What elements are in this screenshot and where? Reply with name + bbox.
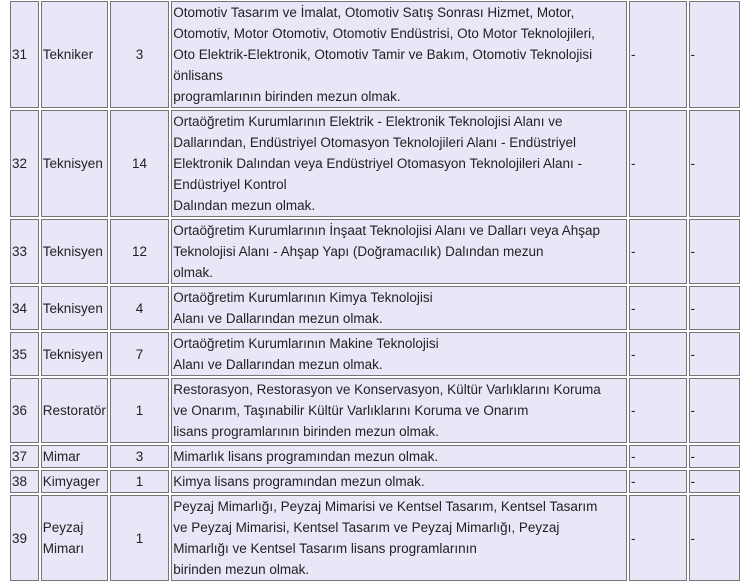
extra-column-cell: - — [689, 110, 740, 217]
extra-column-cell: - — [629, 332, 687, 376]
position-count-cell: 1 — [110, 378, 170, 443]
requirements-line: Ortaöğretim Kurumlarının İnşaat Teknolojisi Alanı ve Dalları veya Ahşap — [173, 223, 601, 238]
requirements-line: Oto Elektrik-Elektronik, Otomotiv Tamir ve Bakım, Otomotiv Teknolojisi — [173, 47, 593, 62]
position-title-cell — [41, 219, 108, 284]
table-row — [10, 219, 740, 284]
requirements-line: Peyzaj Mimarlığı, Peyzaj Mimarisi ve Kentsel Tasarım, Kentsel Tasarım — [173, 499, 598, 514]
position-count-cell: 3 — [110, 1, 170, 108]
requirements-line: Elektronik Dalından veya Endüstriyel Otomasyon Teknolojileri Alanı - — [173, 156, 583, 171]
requirements-line: olmak. — [173, 265, 214, 280]
extra-column-cell: - — [689, 470, 740, 493]
extra-column-cell: - — [629, 110, 687, 217]
position-title-line: Teknisyen — [42, 244, 103, 259]
extra-column-cell: - — [629, 495, 687, 581]
position-title-cell — [41, 110, 108, 217]
requirements-cell — [171, 1, 627, 108]
extra-column-cell: - — [689, 1, 740, 108]
requirements-cell — [171, 445, 627, 468]
position-title-cell — [41, 470, 108, 493]
position-title-line: Mimar — [42, 449, 81, 464]
requirements-line: ve Peyzaj Mimarisi, Kentsel Tasarım ve Peyzaj Mimarlığı, Peyzaj — [173, 520, 560, 535]
position-title-line: Kimyager — [42, 474, 100, 489]
requirements-cell — [171, 470, 627, 493]
extra-column-cell: - — [689, 286, 740, 330]
requirements-line: Otomotiv, Motor Otomotiv, Otomotiv Endüstrisi, Oto Motor Teknolojileri, — [173, 26, 595, 41]
row-number-cell: 32 — [10, 110, 39, 217]
extra-column-cell: - — [689, 445, 740, 468]
requirements-line: Restorasyon, Restorasyon ve Konservasyon, Kültür Varlıklarını Koruma — [173, 382, 601, 397]
position-title-cell — [41, 1, 108, 108]
position-title-line: Mimarı — [42, 541, 85, 556]
row-number-cell: 37 — [10, 445, 39, 468]
requirements-line: lisans programlarının birinden mezun olmak. — [173, 424, 439, 439]
requirements-line: Teknolojisi Alanı - Ahşap Yapı (Doğramacılık) Dalından mezun — [173, 244, 544, 259]
table-row — [10, 378, 740, 443]
position-count-cell: 1 — [110, 470, 170, 493]
positions-table — [8, 0, 742, 583]
requirements-line: Alanı ve Dallarından mezun olmak. — [173, 311, 383, 326]
row-number-cell: 34 — [10, 286, 39, 330]
requirements-line: önlisans — [173, 68, 223, 83]
table-row — [10, 470, 740, 493]
position-title-cell — [41, 445, 108, 468]
requirements-line: ve Onarım, Taşınabilir Kültür Varlıklarını Koruma ve Onarım — [173, 403, 529, 418]
position-count-cell: 12 — [110, 219, 170, 284]
position-title-cell — [41, 495, 108, 581]
requirements-line: birinden mezun olmak. — [173, 562, 310, 577]
table-row — [10, 1, 740, 108]
position-title-line: Restoratör — [42, 403, 106, 418]
extra-column-cell: - — [689, 219, 740, 284]
requirements-line: Ortaöğretim Kurumlarının Elektrik - Elektronik Teknolojisi Alanı ve — [173, 114, 563, 129]
requirements-line: Alanı ve Dallarından mezun olmak. — [173, 357, 383, 372]
requirements-cell — [171, 332, 627, 376]
position-count-cell: 4 — [110, 286, 170, 330]
position-count-cell: 1 — [110, 495, 170, 581]
table-row — [10, 332, 740, 376]
extra-column-cell: - — [629, 286, 687, 330]
requirements-line: Kimya lisans programından mezun olmak. — [173, 474, 425, 489]
row-number-cell: 33 — [10, 219, 39, 284]
position-title-line: Teknisyen — [42, 346, 103, 362]
table-row — [10, 110, 740, 217]
table-row — [10, 495, 740, 581]
position-title-line: Teknisyen — [42, 300, 103, 316]
extra-column-cell: - — [689, 495, 740, 581]
requirements-line: Dalından mezun olmak. — [173, 198, 316, 213]
requirements-line: Ortaöğretim Kurumlarının Makine Teknolojisi — [173, 336, 439, 351]
position-title-line: Teknisyen — [42, 156, 103, 171]
position-title-line: Peyzaj — [42, 520, 84, 535]
positions-table-body — [10, 1, 740, 581]
extra-column-cell: - — [689, 332, 740, 376]
row-number-cell: 36 — [10, 378, 39, 443]
extra-column-cell: - — [629, 470, 687, 493]
requirements-line: Otomotiv Tasarım ve İmalat, Otomotiv Satış Sonrası Hizmet, Motor, — [173, 5, 575, 20]
extra-column-cell: - — [629, 219, 687, 284]
requirements-line: Mimarlık lisans programından mezun olmak. — [173, 449, 439, 464]
table-row — [10, 445, 740, 468]
requirements-line: programlarının birinden mezun olmak. — [173, 89, 401, 104]
requirements-cell — [171, 110, 627, 217]
position-title-cell — [41, 332, 108, 376]
position-count-cell: 3 — [110, 445, 170, 468]
requirements-line: Ortaöğretim Kurumlarının Kimya Teknolojisi — [173, 290, 433, 305]
requirements-cell — [171, 219, 627, 284]
requirements-line: Dallarından, Endüstriyel Otomasyon Teknolojileri Alanı - Endüstriyel — [173, 135, 576, 150]
table-row — [10, 286, 740, 330]
requirements-cell — [171, 378, 627, 443]
position-title-cell — [41, 378, 108, 443]
requirements-line: Mimarlığı ve Kentsel Tasarım lisans programlarının — [173, 541, 477, 556]
extra-column-cell: - — [629, 445, 687, 468]
row-number-cell: 38 — [10, 470, 39, 493]
extra-column-cell: - — [629, 1, 687, 108]
position-title-cell — [41, 286, 108, 330]
position-title-line: Tekniker — [42, 47, 94, 62]
position-count-cell: 14 — [110, 110, 170, 217]
row-number-cell: 39 — [10, 495, 39, 581]
requirements-line: Endüstriyel Kontrol — [173, 177, 287, 192]
extra-column-cell: - — [689, 378, 740, 443]
requirements-cell — [171, 495, 627, 581]
row-number-cell: 31 — [10, 1, 39, 108]
requirements-cell — [171, 286, 627, 330]
extra-column-cell: - — [629, 378, 687, 443]
position-count-cell: 7 — [110, 332, 170, 376]
row-number-cell: 35 — [10, 332, 39, 376]
